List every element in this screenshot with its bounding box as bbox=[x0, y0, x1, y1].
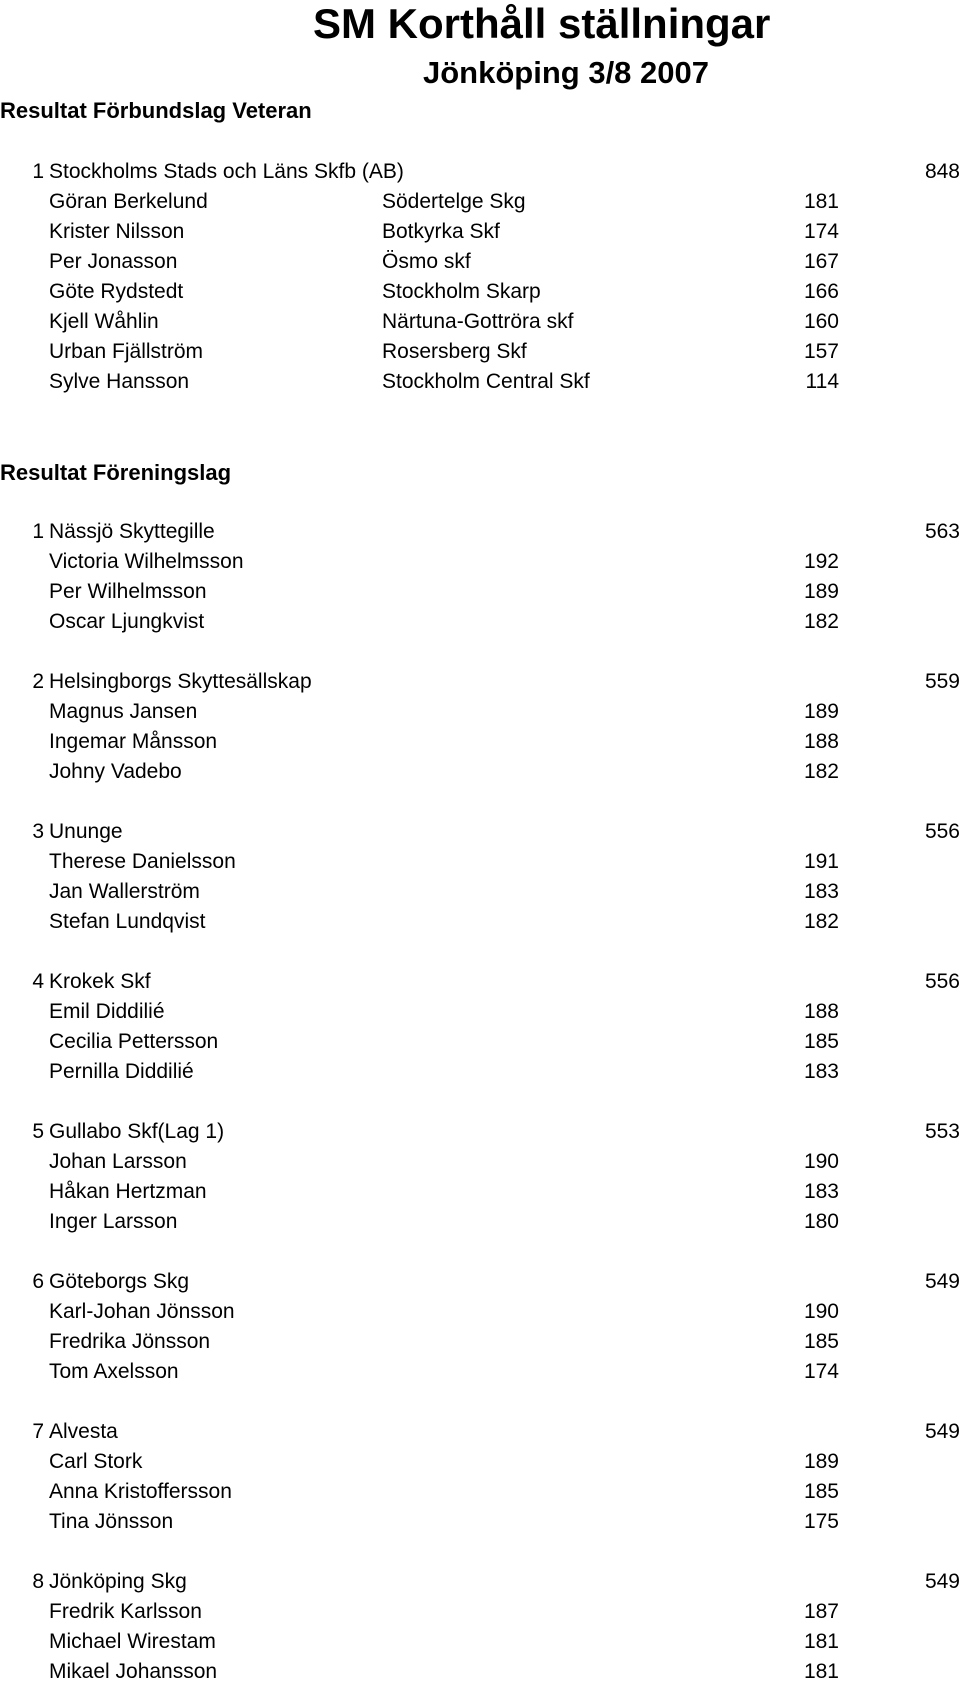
member-name: Jan Wallerström bbox=[49, 880, 200, 903]
member-club: Närtuna-Gottröra skf bbox=[382, 310, 574, 333]
member-score: 189 bbox=[803, 700, 839, 723]
member-name: Göte Rydstedt bbox=[49, 280, 184, 303]
team-name: Gullabo Skf(Lag 1) bbox=[49, 1120, 225, 1143]
team-rank: 2 bbox=[32, 670, 44, 693]
member-score: 185 bbox=[803, 1030, 839, 1053]
member-score: 185 bbox=[803, 1480, 839, 1503]
member-score: 181 bbox=[803, 1660, 839, 1683]
member-name: Sylve Hansson bbox=[49, 370, 190, 393]
team-name: Helsingborgs Skyttesällskap bbox=[49, 670, 312, 693]
team-row bbox=[0, 667, 960, 697]
member-row bbox=[0, 1327, 960, 1357]
member-name: Inger Larsson bbox=[49, 1210, 178, 1233]
member-score: 189 bbox=[803, 1450, 839, 1473]
member-name: Stefan Lundqvist bbox=[49, 910, 206, 933]
member-row bbox=[0, 217, 960, 247]
team-name: Nässjö Skyttegille bbox=[49, 520, 215, 543]
member-name: Magnus Jansen bbox=[49, 700, 198, 723]
team-name: Stockholms Stads och Läns Skfb (AB) bbox=[49, 160, 404, 183]
member-score: 174 bbox=[803, 1360, 839, 1383]
member-score: 181 bbox=[803, 1630, 839, 1653]
team-total: 553 bbox=[924, 1120, 960, 1143]
member-row bbox=[0, 997, 960, 1027]
team-name: Krokek Skf bbox=[49, 970, 151, 993]
member-score: 190 bbox=[803, 1300, 839, 1323]
member-club: Botkyrka Skf bbox=[382, 220, 500, 243]
member-row bbox=[0, 1357, 960, 1387]
team-row bbox=[0, 517, 960, 547]
team-rank: 1 bbox=[32, 520, 44, 543]
member-row bbox=[0, 1447, 960, 1477]
page-subtitle: Jönköping 3/8 2007 bbox=[423, 55, 709, 90]
member-score: 174 bbox=[803, 220, 839, 243]
member-club: Stockholm Central Skf bbox=[382, 370, 590, 393]
member-club: Södertelge Skg bbox=[382, 190, 526, 213]
member-name: Kjell Wåhlin bbox=[49, 310, 159, 333]
member-name: Krister Nilsson bbox=[49, 220, 185, 243]
team-total: 563 bbox=[924, 520, 960, 543]
member-row bbox=[0, 757, 960, 787]
member-score: 182 bbox=[803, 910, 839, 933]
member-row bbox=[0, 1147, 960, 1177]
member-score: 192 bbox=[803, 550, 839, 573]
member-score: 166 bbox=[803, 280, 839, 303]
member-row bbox=[0, 1507, 960, 1537]
member-row bbox=[0, 877, 960, 907]
team-total: 549 bbox=[924, 1570, 960, 1593]
member-row bbox=[0, 1597, 960, 1627]
member-row bbox=[0, 547, 960, 577]
member-row bbox=[0, 277, 960, 307]
team-name: Alvesta bbox=[49, 1420, 118, 1443]
member-row bbox=[0, 697, 960, 727]
member-score: 183 bbox=[803, 880, 839, 903]
member-row bbox=[0, 1057, 960, 1087]
member-score: 180 bbox=[803, 1210, 839, 1233]
member-row bbox=[0, 907, 960, 937]
team-row bbox=[0, 1117, 960, 1147]
member-score: 160 bbox=[803, 310, 839, 333]
team-rank: 1 bbox=[32, 160, 44, 183]
team-row bbox=[0, 817, 960, 847]
member-name: Johny Vadebo bbox=[49, 760, 182, 783]
member-name: Victoria Wilhelmsson bbox=[49, 550, 244, 573]
page-title: SM Korthåll ställningar bbox=[313, 0, 771, 47]
member-row bbox=[0, 847, 960, 877]
member-score: 188 bbox=[803, 1000, 839, 1023]
member-row bbox=[0, 607, 960, 637]
team-rank: 6 bbox=[32, 1270, 44, 1293]
member-score: 167 bbox=[803, 250, 839, 273]
member-row bbox=[0, 577, 960, 607]
member-score: 188 bbox=[803, 730, 839, 753]
member-club: Rosersberg Skf bbox=[382, 340, 527, 363]
team-total: 549 bbox=[924, 1420, 960, 1443]
team-rank: 5 bbox=[32, 1120, 44, 1143]
team-name: Göteborgs Skg bbox=[49, 1270, 190, 1293]
member-row bbox=[0, 1657, 960, 1687]
member-row bbox=[0, 307, 960, 337]
member-row bbox=[0, 1027, 960, 1057]
team-total: 556 bbox=[924, 970, 960, 993]
member-name: Per Wilhelmsson bbox=[49, 580, 207, 603]
member-row bbox=[0, 187, 960, 217]
team-row bbox=[0, 967, 960, 997]
team-total: 559 bbox=[924, 670, 960, 693]
member-row bbox=[0, 367, 960, 397]
team-name: Jönköping Skg bbox=[49, 1570, 187, 1593]
member-score: 189 bbox=[803, 580, 839, 603]
forening-heading: Resultat Föreningslag bbox=[0, 460, 232, 485]
member-name: Mikael Johansson bbox=[49, 1660, 218, 1683]
member-name: Per Jonasson bbox=[49, 250, 178, 273]
member-row bbox=[0, 247, 960, 277]
team-rank: 3 bbox=[32, 820, 44, 843]
member-club: Ösmo skf bbox=[382, 250, 471, 273]
member-name: Johan Larsson bbox=[49, 1150, 187, 1173]
member-name: Carl Stork bbox=[49, 1450, 143, 1473]
member-score: 181 bbox=[803, 190, 839, 213]
member-score: 190 bbox=[803, 1150, 839, 1173]
team-rank: 7 bbox=[32, 1420, 44, 1443]
member-row bbox=[0, 1297, 960, 1327]
team-row bbox=[0, 1417, 960, 1447]
member-name: Fredrik Karlsson bbox=[49, 1600, 202, 1623]
team-total: 549 bbox=[924, 1270, 960, 1293]
member-score: 183 bbox=[803, 1180, 839, 1203]
member-name: Cecilia Pettersson bbox=[49, 1030, 219, 1053]
member-name: Fredrika Jönsson bbox=[49, 1330, 211, 1353]
member-name: Pernilla Diddilié bbox=[49, 1060, 194, 1083]
member-score: 175 bbox=[803, 1510, 839, 1533]
member-name: Karl-Johan Jönsson bbox=[49, 1300, 235, 1323]
member-name: Anna Kristoffersson bbox=[49, 1480, 232, 1503]
team-total: 848 bbox=[924, 160, 960, 183]
member-name: Göran Berkelund bbox=[49, 190, 208, 213]
team-row bbox=[0, 157, 960, 187]
team-total: 556 bbox=[924, 820, 960, 843]
member-row bbox=[0, 1207, 960, 1237]
team-row bbox=[0, 1567, 960, 1597]
member-name: Tom Axelsson bbox=[49, 1360, 179, 1383]
member-name: Oscar Ljungkvist bbox=[49, 610, 205, 633]
member-score: 182 bbox=[803, 610, 839, 633]
member-row bbox=[0, 1177, 960, 1207]
member-name: Emil Diddilié bbox=[49, 1000, 165, 1023]
member-row bbox=[0, 1627, 960, 1657]
member-score: 183 bbox=[803, 1060, 839, 1083]
member-score: 114 bbox=[805, 370, 839, 393]
member-score: 185 bbox=[803, 1330, 839, 1353]
member-name: Tina Jönsson bbox=[49, 1510, 174, 1533]
member-row bbox=[0, 337, 960, 367]
member-row bbox=[0, 727, 960, 757]
team-rank: 8 bbox=[32, 1570, 44, 1593]
member-club: Stockholm Skarp bbox=[382, 280, 541, 303]
member-score: 187 bbox=[803, 1600, 839, 1623]
team-row bbox=[0, 1267, 960, 1297]
member-row bbox=[0, 1477, 960, 1507]
member-name: Therese Danielsson bbox=[49, 850, 236, 873]
member-name: Michael Wirestam bbox=[49, 1630, 216, 1653]
team-name: Ununge bbox=[49, 820, 123, 843]
member-name: Ingemar Månsson bbox=[49, 730, 218, 753]
veteran-heading: Resultat Förbundslag Veteran bbox=[0, 98, 312, 123]
member-name: Håkan Hertzman bbox=[49, 1180, 207, 1203]
team-rank: 4 bbox=[32, 970, 44, 993]
member-score: 157 bbox=[803, 340, 839, 363]
member-score: 182 bbox=[803, 760, 839, 783]
member-score: 191 bbox=[803, 850, 839, 873]
member-name: Urban Fjällström bbox=[49, 340, 204, 363]
